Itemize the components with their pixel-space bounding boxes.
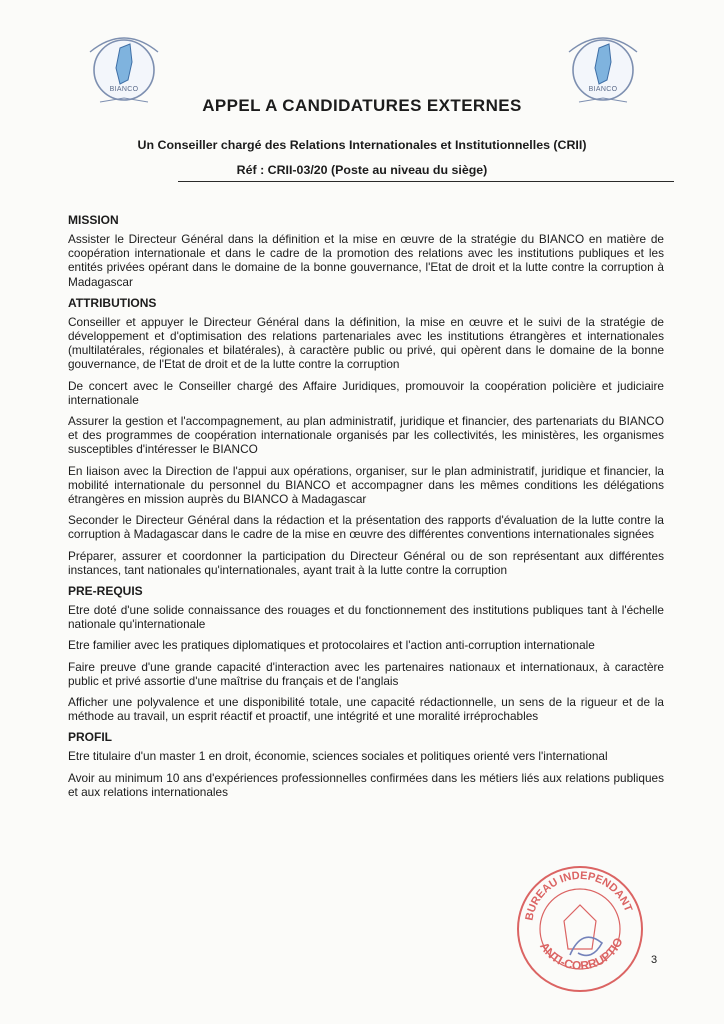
header-divider — [178, 181, 674, 182]
section-heading-profil: PROFIL — [68, 730, 112, 745]
official-stamp — [512, 857, 648, 997]
position-subtitle: Un Conseiller chargé des Relations Internationales et Institutionnelles (CRII) — [137, 138, 587, 152]
section-heading-attributions: ATTRIBUTIONS — [68, 295, 157, 310]
section-heading-prerequis: PRE-REQUIS — [68, 584, 143, 599]
paragraph: Etre doté d'une solide connaissance des rouages et du fonctionnement des institutions publiques tant à l'échelle nationale qu'internationale — [68, 603, 664, 632]
stamp-text-top: BUREAU INDEPENDANT — [523, 869, 635, 922]
logo-caption-right: BIANCO — [588, 86, 618, 93]
paragraph: Afficher une polyvalence et une disponibilité totale, une capacité rédactionnelle, un sens de la rigueur et de la méthode au travail, un esprit réactif et proactif, une intégrité et une moralité irréprochables — [68, 695, 664, 724]
paragraph: Etre titulaire d'un master 1 en droit, économie, sciences sociales et politiques orienté vers l'international — [68, 749, 608, 764]
paragraph: Etre familier avec les pratiques diplomatiques et protocolaires et l'action anti-corruption internationale — [68, 638, 595, 653]
logo-caption-left: BIANCO — [109, 86, 139, 93]
paragraph: Seconder le Directeur Général dans la rédaction et la présentation des rapports d'évaluation de la lutte contre la corruption à Madagascar dans le cadre de la mise en œuvre des différentes conventions internationales signées — [68, 513, 664, 542]
paragraph: Faire preuve d'une grande capacité d'interaction avec les partenaires nationaux et internationaux, à caractère public et privé assortie d'une maîtrise du français et de l'anglais — [68, 659, 664, 688]
paragraph: Assurer la gestion et l'accompagnement, au plan administratif, juridique et financier, des partenariats du BIANCO et des programmes de coopération internationale organisés par les collectivités, les ministères, les organismes susceptibles d'intéresser le BIANCO — [68, 414, 664, 457]
stamp-seal-icon — [512, 857, 648, 997]
document-body — [68, 213, 664, 806]
paragraph: Conseiller et appuyer le Directeur Général dans la définition, la mise en œuvre et le suivi de la stratégie de développement et d'optimisation des relations partenariales avec les institutions étrangères et internationales (multilatérales, régionales et bilatérales), à caractère public ou privé, qui opèrent dans le domaine de la bonne gouvernance, de l'Etat de droit et de la lutte contre la corruption — [68, 314, 664, 372]
stamp-text-bottom: ANTI-CORRUPTIO — [536, 935, 626, 973]
paragraph: De concert avec le Conseiller chargé des Affaire Juridiques, promouvoir la coopération policière et judiciaire internationale — [68, 378, 664, 407]
paragraph: Préparer, assurer et coordonner la participation du Directeur Général ou de son représentant aux différentes instances, tant nationales qu'internationales, ayant trait à la lutte contre la corruption — [68, 548, 664, 577]
page-number: 3 — [651, 954, 658, 966]
paragraph: En liaison avec la Direction de l'appui aux opérations, organiser, sur le plan administratif, juridique et financier, la mobilité internationale du personnel du BIANCO et accompagner dans les mêmes conditions les délégations étrangères en mission auprès du BIANCO à Madagascar — [68, 463, 664, 507]
paragraph: Avoir au minimum 10 ans d'expériences professionnelles confirmées dans les métiers liés aux relations publiques et aux relations internationales — [68, 770, 664, 799]
section-heading-mission: MISSION — [68, 213, 119, 227]
reference-line: Réf : CRII-03/20 (Poste au niveau du siège) — [236, 163, 488, 177]
paragraph: Assister le Directeur Général dans la définition et la mise en œuvre de la stratégie du BIANCO en matière de coopération internationale et dans le cadre de la promotion des relations avec les institutions publiques et les entités privées opérant dans le domaine de la bonne gouvernance, l'Etat de droit et la lutte contre la corruption à Madagascar — [68, 232, 664, 289]
document-title: APPEL A CANDIDATURES EXTERNES — [202, 96, 522, 115]
